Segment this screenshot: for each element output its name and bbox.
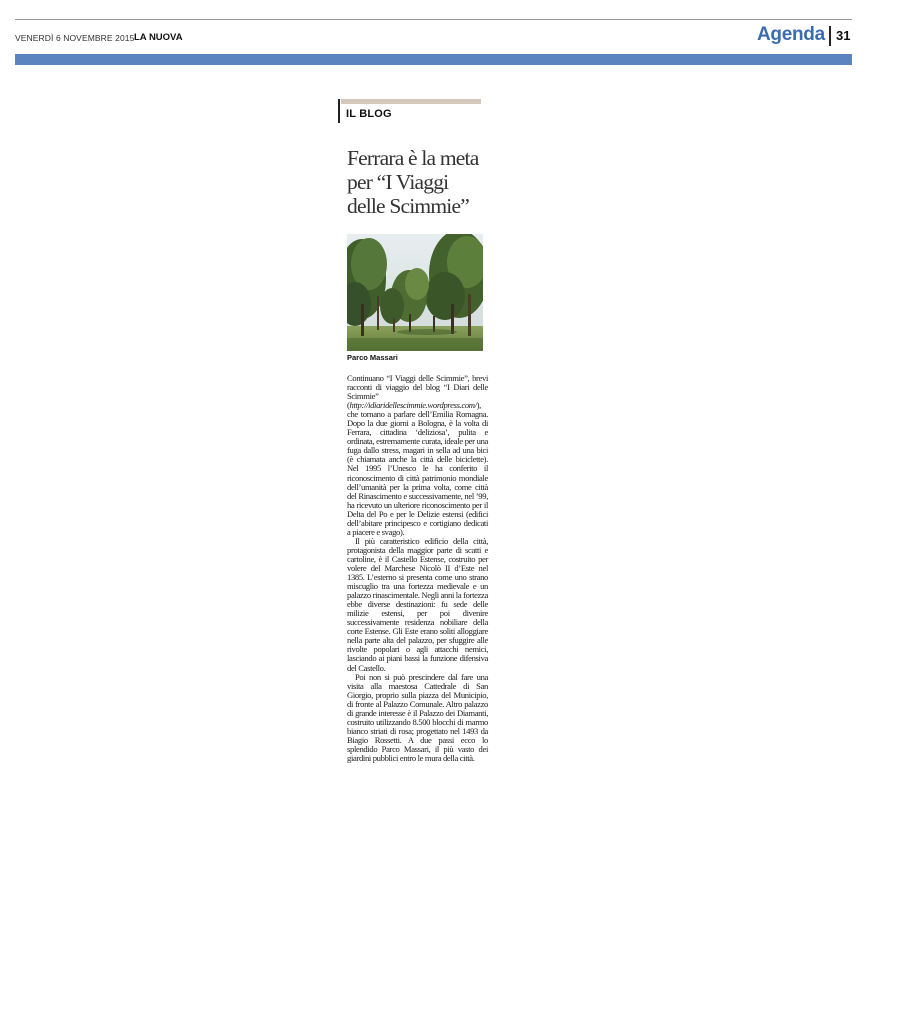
body-paragraph: Il più caratteristico edificio della città, protagonista della maggior parte di scatti e cartoline, è il Castello Estense, costruito per volere del Marchese Nicolò II d’Este nel 1385. L’esterno si presenta come uno strano miscuglio tra una fortezza medievale e un palazzo rinascimentale. Negli anni la fortezza ebbe diverse destinazioni: fu sede delle milizie estensi, per poi divenire successivamente residenza nobiliare della corte Estense. Gli Este erano soliti alloggiare nella parte alta del palazzo, per sfuggire alle rivolte popolari o agli attacchi nemici, lasciando ai piani bassi la funzione difensiva del Castello. — [347, 535, 488, 673]
article-body — [347, 374, 488, 763]
body-paragraph: Continuano “I Viaggi delle Scimmie”, brevi racconti di viaggio del blog “I Diari delle Scimmie” (http://idiaridellescimmie.wordpress.com/), che tornano a parlare dell’Emilia Romagna. Dopo la due giorni a Bologna, è la volta di Ferrara, cittadina ‘deliziosa’, pulita e ordinata, estremamente curata, ideale per una fuga dallo stress, magari in sella ad una bici (è chiamata anche la città delle biciclette). Nel 1995 l’Unesco le ha conferito il riconoscimento di città patrimonio mondiale dell’umanità per la prima volta, come città del Rinascimento e successivamente, nel ’99, ha ricevuto un ulteriore riconoscimento per il Delta del Po e per le Delizie estensi (edifici dell’abitare principesco e cortigiano dedicati a piacere e svago). — [347, 373, 488, 537]
newspaper-name: LA NUOVA — [134, 32, 183, 43]
park-photo — [347, 234, 483, 351]
headline-line: per “I Viaggi — [347, 170, 449, 194]
article-kicker: IL BLOG — [346, 108, 392, 120]
article-headline — [347, 146, 507, 218]
section-title: Agenda — [757, 24, 825, 45]
header-divider — [829, 26, 831, 46]
issue-date: VENERDÌ 6 NOVEMBRE 2015 — [15, 33, 135, 43]
kicker-bar — [341, 99, 481, 104]
headline-line: delle Scimmie” — [347, 194, 469, 218]
park-photo-image — [347, 234, 483, 351]
photo-caption: Parco Massari — [347, 353, 398, 362]
body-paragraph: Poi non si può prescindere dal fare una visita alla maestosa Cattedrale di San Giorgio, proprio sulla piazza del Municipio, di fronte al Palazzo Comunale. Altro palazzo di grande interesse è il Palazzo dei Diamanti, costruito utilizzando 8.500 blocchi di marmo bianco striati di rosa; progettato nel 1493 da Biagio Rossetti. A due passi ecco lo splendido Parco Massari, il più vasto dei giardini pubblici entro le mura della città. — [347, 671, 488, 763]
page-number: 31 — [836, 28, 851, 43]
headline-line: Ferrara è la meta — [347, 146, 479, 170]
header-top-rule — [15, 19, 852, 20]
kicker-tick — [338, 99, 340, 123]
blog-link[interactable]: http://idiaridellescimmie.wordpress.com/ — [349, 400, 477, 411]
section-color-band — [15, 54, 852, 65]
